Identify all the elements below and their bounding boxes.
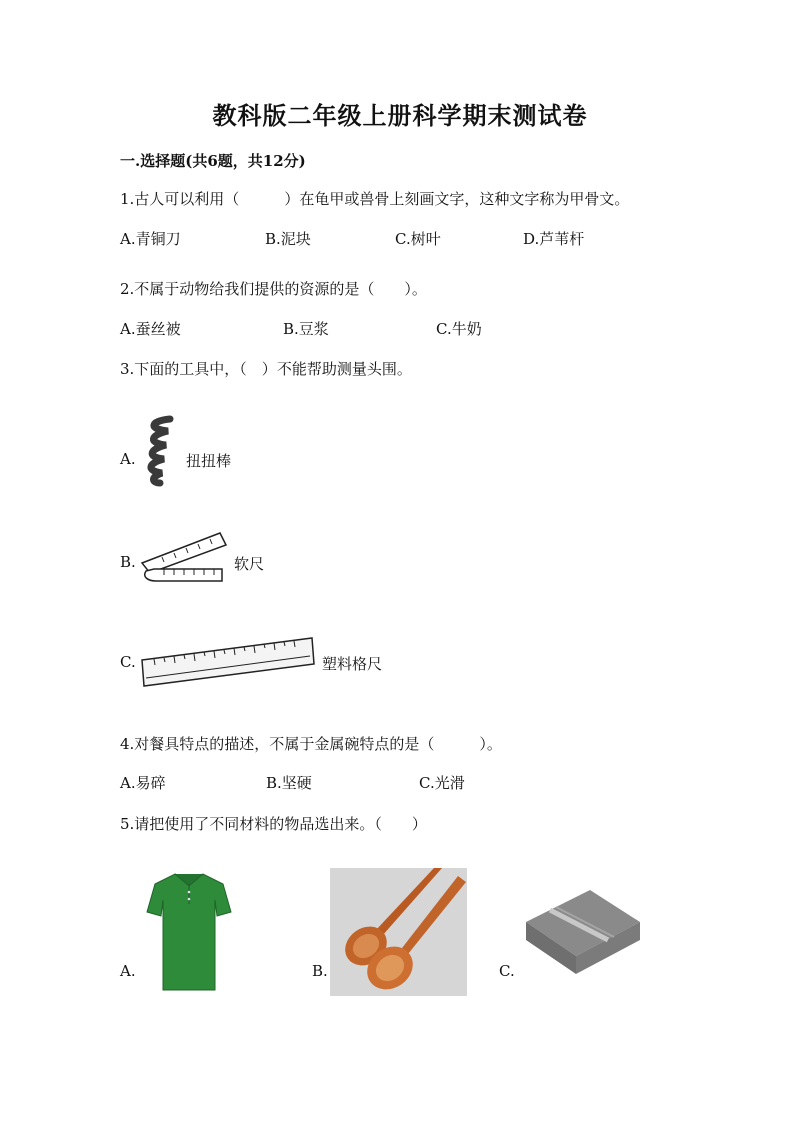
q3-option-b-text: 软尺 [234, 555, 265, 573]
twist-stick-icon [140, 415, 182, 487]
q2-option-b: B.豆浆 [283, 320, 329, 338]
q4-option-b: B.坚硬 [266, 774, 312, 792]
q1-option-d: D.芦苇杆 [523, 230, 585, 248]
q4-option-a: A.易碎 [120, 774, 166, 792]
q3-option-a-label: A. [120, 450, 136, 468]
q3-option-c-text: 塑料格尺 [322, 655, 383, 673]
tape-measure-icon [138, 527, 230, 583]
q3-option-b-label: B. [120, 553, 136, 571]
question-1: 1.古人可以利用（ ）在龟甲或兽骨上刻画文字，这种文字称为甲骨文。 [120, 190, 630, 208]
q5-option-c-label: C. [499, 962, 515, 980]
q2-option-a: A.蚕丝被 [120, 320, 181, 338]
green-polo-shirt-icon [145, 870, 233, 994]
question-3: 3.下面的工具中，（ ）不能帮助测量头围。 [120, 360, 412, 378]
q5-option-a-label: A. [120, 962, 136, 980]
question-5: 5.请把使用了不同材料的物品选出来。（ ） [120, 815, 427, 833]
q4-option-c: C.光滑 [419, 774, 465, 792]
page-title: 教科版二年级上册科学期末测试卷 [212, 101, 588, 130]
q2-option-c: C.牛奶 [436, 320, 482, 338]
wooden-spoons-icon [330, 868, 467, 996]
q1-option-a: A.青铜刀 [120, 230, 181, 248]
ruler-icon [140, 634, 316, 688]
question-4: 4.对餐具特点的描述，不属于金属碗特点的是（ ）。 [120, 735, 502, 753]
q1-option-c: C.树叶 [395, 230, 441, 248]
q5-option-b-label: B. [312, 962, 328, 980]
section-heading: 一.选择题(共6题，共12分) [120, 152, 306, 170]
q3-option-c-label: C. [120, 653, 136, 671]
q3-option-a-text: 扭扭棒 [186, 452, 232, 470]
q1-option-b: B.泥块 [265, 230, 311, 248]
grey-towel-icon [520, 882, 644, 978]
question-2: 2.不属于动物给我们提供的资源的是（ ）。 [120, 280, 427, 298]
